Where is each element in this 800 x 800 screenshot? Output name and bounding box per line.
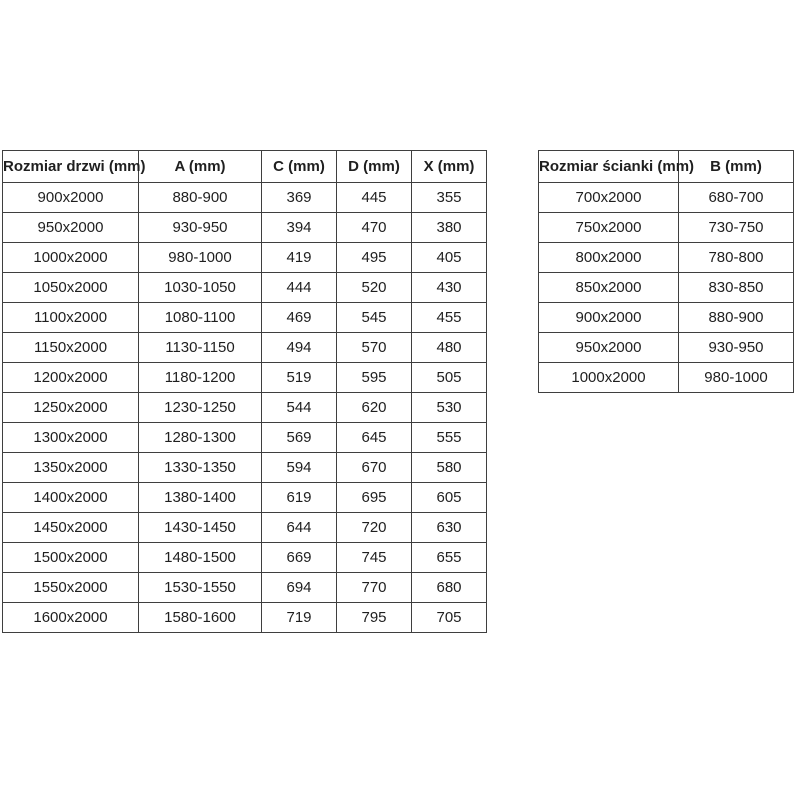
- table-row: [539, 363, 794, 393]
- table-cell: 380: [412, 213, 487, 243]
- table-row: [3, 303, 487, 333]
- table-cell: 900x2000: [539, 303, 679, 333]
- table-cell: 644: [262, 513, 337, 543]
- table-cell: 394: [262, 213, 337, 243]
- table-cell: 569: [262, 423, 337, 453]
- table-cell: 1280-1300: [139, 423, 262, 453]
- table-cell: 1450x2000: [3, 513, 139, 543]
- table-cell: 1500x2000: [3, 543, 139, 573]
- table-cell: 780-800: [679, 243, 794, 273]
- table-row: [3, 483, 487, 513]
- table-cell: 419: [262, 243, 337, 273]
- table-cell: 430: [412, 273, 487, 303]
- table-cell: 670: [337, 453, 412, 483]
- table-cell: 369: [262, 183, 337, 213]
- table-cell: 700x2000: [539, 183, 679, 213]
- table-row: [3, 213, 487, 243]
- column-header: Rozmiar ścianki (mm): [539, 151, 679, 183]
- table-row: [539, 303, 794, 333]
- door-table-header: [3, 151, 487, 183]
- table-row: [3, 363, 487, 393]
- column-header: B (mm): [679, 151, 794, 183]
- table-cell: 770: [337, 573, 412, 603]
- table-cell: 455: [412, 303, 487, 333]
- table-cell: 619: [262, 483, 337, 513]
- table-row: [3, 513, 487, 543]
- table-cell: 1480-1500: [139, 543, 262, 573]
- table-cell: 620: [337, 393, 412, 423]
- table-cell: 1300x2000: [3, 423, 139, 453]
- table-row: [3, 573, 487, 603]
- table-cell: 469: [262, 303, 337, 333]
- table-cell: 930-950: [139, 213, 262, 243]
- table-row: [3, 333, 487, 363]
- column-header: A (mm): [139, 151, 262, 183]
- wall-panel-dimensions-table: [538, 150, 794, 393]
- table-cell: 630: [412, 513, 487, 543]
- table-cell: 494: [262, 333, 337, 363]
- table-cell: 980-1000: [139, 243, 262, 273]
- table-cell: 530: [412, 393, 487, 423]
- column-header: Rozmiar drzwi (mm): [3, 151, 139, 183]
- table-cell: 1200x2000: [3, 363, 139, 393]
- table-cell: 695: [337, 483, 412, 513]
- table-cell: 1350x2000: [3, 453, 139, 483]
- table-cell: 1430-1450: [139, 513, 262, 543]
- table-cell: 444: [262, 273, 337, 303]
- column-header: D (mm): [337, 151, 412, 183]
- table-cell: 1380-1400: [139, 483, 262, 513]
- table-cell: 1080-1100: [139, 303, 262, 333]
- table-cell: 520: [337, 273, 412, 303]
- table-cell: 570: [337, 333, 412, 363]
- table-cell: 850x2000: [539, 273, 679, 303]
- table-cell: 1100x2000: [3, 303, 139, 333]
- table-cell: 900x2000: [3, 183, 139, 213]
- table-cell: 795: [337, 603, 412, 633]
- table-row: [3, 243, 487, 273]
- table-row: [3, 393, 487, 423]
- table-cell: 720: [337, 513, 412, 543]
- table-cell: 1000x2000: [3, 243, 139, 273]
- table-cell: 505: [412, 363, 487, 393]
- table-cell: 580: [412, 453, 487, 483]
- table-cell: 1580-1600: [139, 603, 262, 633]
- table-cell: 1130-1150: [139, 333, 262, 363]
- table-cell: 705: [412, 603, 487, 633]
- table-cell: 595: [337, 363, 412, 393]
- header-row: [539, 151, 794, 183]
- table-cell: 545: [337, 303, 412, 333]
- table-cell: 745: [337, 543, 412, 573]
- table-cell: 1250x2000: [3, 393, 139, 423]
- table-cell: 519: [262, 363, 337, 393]
- table-cell: 930-950: [679, 333, 794, 363]
- table-cell: 694: [262, 573, 337, 603]
- table-cell: 1000x2000: [539, 363, 679, 393]
- table-row: [3, 603, 487, 633]
- table-row: [3, 423, 487, 453]
- door-dimensions-table: [2, 150, 487, 633]
- table-cell: 719: [262, 603, 337, 633]
- table-cell: 1180-1200: [139, 363, 262, 393]
- table-cell: 1530-1550: [139, 573, 262, 603]
- table-cell: 1230-1250: [139, 393, 262, 423]
- table-cell: 480: [412, 333, 487, 363]
- table-cell: 555: [412, 423, 487, 453]
- table-cell: 655: [412, 543, 487, 573]
- header-row: [3, 151, 487, 183]
- table-row: [539, 213, 794, 243]
- table-row: [539, 333, 794, 363]
- table-row: [539, 273, 794, 303]
- column-header: C (mm): [262, 151, 337, 183]
- table-cell: 880-900: [139, 183, 262, 213]
- table-cell: 750x2000: [539, 213, 679, 243]
- table-cell: 605: [412, 483, 487, 513]
- table-cell: 730-750: [679, 213, 794, 243]
- table-cell: 355: [412, 183, 487, 213]
- table-cell: 1330-1350: [139, 453, 262, 483]
- table-cell: 980-1000: [679, 363, 794, 393]
- table-cell: 1150x2000: [3, 333, 139, 363]
- table-cell: 1050x2000: [3, 273, 139, 303]
- table-row: [3, 453, 487, 483]
- table-cell: 880-900: [679, 303, 794, 333]
- table-cell: 470: [337, 213, 412, 243]
- table-cell: 950x2000: [3, 213, 139, 243]
- table-cell: 669: [262, 543, 337, 573]
- table-cell: 1550x2000: [3, 573, 139, 603]
- table-cell: 495: [337, 243, 412, 273]
- table-cell: 1600x2000: [3, 603, 139, 633]
- door-table-body: [3, 183, 487, 633]
- table-cell: 800x2000: [539, 243, 679, 273]
- table-row: [3, 183, 487, 213]
- table-row: [539, 183, 794, 213]
- table-cell: 645: [337, 423, 412, 453]
- table-row: [539, 243, 794, 273]
- table-cell: 405: [412, 243, 487, 273]
- table-cell: 1400x2000: [3, 483, 139, 513]
- column-header: X (mm): [412, 151, 487, 183]
- table-cell: 594: [262, 453, 337, 483]
- table-row: [3, 543, 487, 573]
- table-row: [3, 273, 487, 303]
- table-cell: 680: [412, 573, 487, 603]
- table-cell: 1030-1050: [139, 273, 262, 303]
- wall-table-body: [539, 183, 794, 393]
- wall-table-header: [539, 151, 794, 183]
- table-cell: 544: [262, 393, 337, 423]
- table-cell: 950x2000: [539, 333, 679, 363]
- table-cell: 445: [337, 183, 412, 213]
- table-cell: 680-700: [679, 183, 794, 213]
- table-cell: 830-850: [679, 273, 794, 303]
